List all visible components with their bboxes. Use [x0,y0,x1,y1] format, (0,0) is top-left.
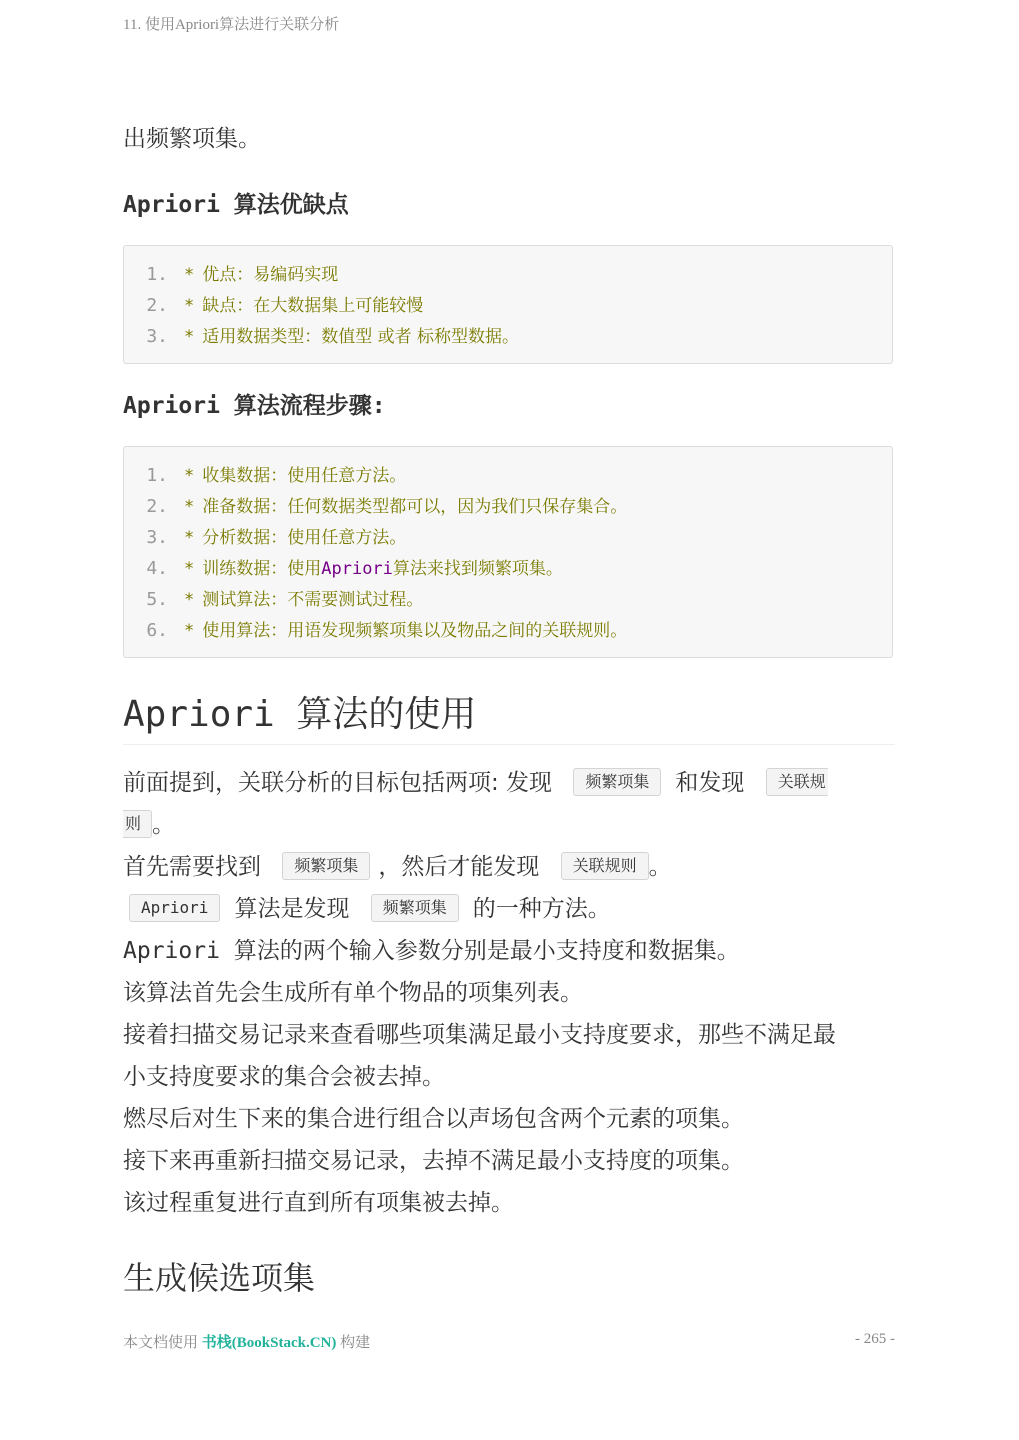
text-run: Apriori 算法的两个输入参数分别是最小支持度和数据集。 [123,938,740,964]
usage-line: 该算法首先会生成所有单个物品的项集列表。 [123,980,583,1006]
usage-line: 接下来再重新扫描交易记录，去掉不满足最小支持度的项集。 [123,1148,744,1174]
code-line-text: 适用数据类型：数值型 或者 标称型数据。 [202,327,520,347]
line-number: 3. [146,326,168,347]
line-number: 3. [146,527,168,548]
code-line: 2. * 缺点：在大数据集上可能较慢 [124,290,892,321]
usage-section-heading-text: Apriori 算法的使用 [123,694,477,735]
text-run: 和发现 [675,770,745,796]
line-number: 1. [146,465,168,486]
candidates-section-heading: 生成候选项集 [123,1259,316,1297]
text-run: 。 [648,854,672,880]
code-line-text: 缺点：在大数据集上可能较慢 [202,296,424,316]
code-line-text-pre: 训练数据：使用 [202,559,322,579]
page-number: - 265 - [855,1331,895,1347]
footer-suffix: 构建 [340,1335,371,1351]
code-line: 2. * 准备数据：任何数据类型都可以，因为我们只保存集合。 [124,491,892,522]
usage-line: 该过程重复进行直到所有项集被去掉。 [123,1190,514,1216]
inline-code: Apriori [129,894,220,922]
inline-code: 频繁项集 [282,852,370,880]
footer-prefix: 本文档使用 [123,1335,199,1351]
usage-section-heading [123,686,476,737]
steps-heading-text: Apriori 算法流程步骤: [123,393,386,419]
code-line-text-post: 算法来找到频繁项集。 [392,559,563,579]
code-keyword: Apriori [321,559,393,579]
inline-code: 关联规 [766,768,828,796]
text-run: 。 [152,812,176,838]
line-number: 4. [146,558,168,579]
usage-paragraph-3 [123,888,611,930]
intro-tail-paragraph: 出频繁项集。 [123,126,261,152]
text-run: 的一种方法。 [472,896,611,922]
usage-paragraph-1-cont [123,804,175,846]
text-run: ，然后才能发现 [378,854,540,880]
pros-cons-heading-text: Apriori 算法优缺点 [123,192,349,218]
inline-code: 则 [123,810,152,838]
usage-line [123,930,740,972]
heading-divider [123,744,895,745]
code-line: 6. * 使用算法：用语发现频繁项集以及物品之间的关联规则。 [124,615,892,646]
code-line: 4. * 训练数据：使用Apriori算法来找到频繁项集。 [124,553,892,584]
code-line-text: 测试算法：不需要测试过程。 [202,590,424,610]
line-number: 6. [146,620,168,641]
text-run: 算法是发现 [234,896,350,922]
line-number: 1. [146,264,168,285]
line-number: 2. [146,295,168,316]
code-line: 3. * 分析数据：使用任意方法。 [124,522,892,553]
code-line-text: 收集数据：使用任意方法。 [202,466,407,486]
pros-cons-code-block [123,245,893,364]
footer-credit [123,1331,370,1352]
usage-paragraph-1 [123,762,895,804]
running-header: 11. 使用Apriori算法进行关联分析 [123,17,340,33]
code-line-text: 分析数据：使用任意方法。 [202,528,407,548]
code-line: 5. * 测试算法：不需要测试过程。 [124,584,892,615]
text-run: 首先需要找到 [123,854,261,880]
code-line: 1. * 优点：易编码实现 [124,259,892,290]
code-line-text: 准备数据：任何数据类型都可以，因为我们只保存集合。 [202,497,628,517]
code-line: 3. * 适用数据类型：数值型 或者 标称型数据。 [124,321,892,352]
inline-code: 关联规则 [561,852,649,880]
pros-cons-heading [123,186,349,219]
code-line-text: 优点：易编码实现 [202,265,339,285]
usage-paragraph-2 [123,846,672,888]
line-number: 5. [146,589,168,610]
usage-line: 接着扫描交易记录来查看哪些项集满足最小支持度要求，那些不满足最 [123,1022,836,1048]
inline-code: 频繁项集 [371,894,459,922]
text-run: 前面提到，关联分析的目标包括两项: 发现 [123,770,553,796]
inline-code: 频繁项集 [573,768,661,796]
code-line: 1. * 收集数据：使用任意方法。 [124,460,892,491]
bookstack-link[interactable]: 书栈(BookStack.CN) [201,1335,337,1351]
steps-heading [123,387,386,420]
code-line-text: 使用算法：用语发现频繁项集以及物品之间的关联规则。 [202,621,628,641]
usage-line: 燃尽后对生下来的集合进行组合以声场包含两个元素的项集。 [123,1106,744,1132]
steps-code-block [123,446,893,658]
line-number: 2. [146,496,168,517]
usage-line: 小支持度要求的集合会被去掉。 [123,1064,445,1090]
